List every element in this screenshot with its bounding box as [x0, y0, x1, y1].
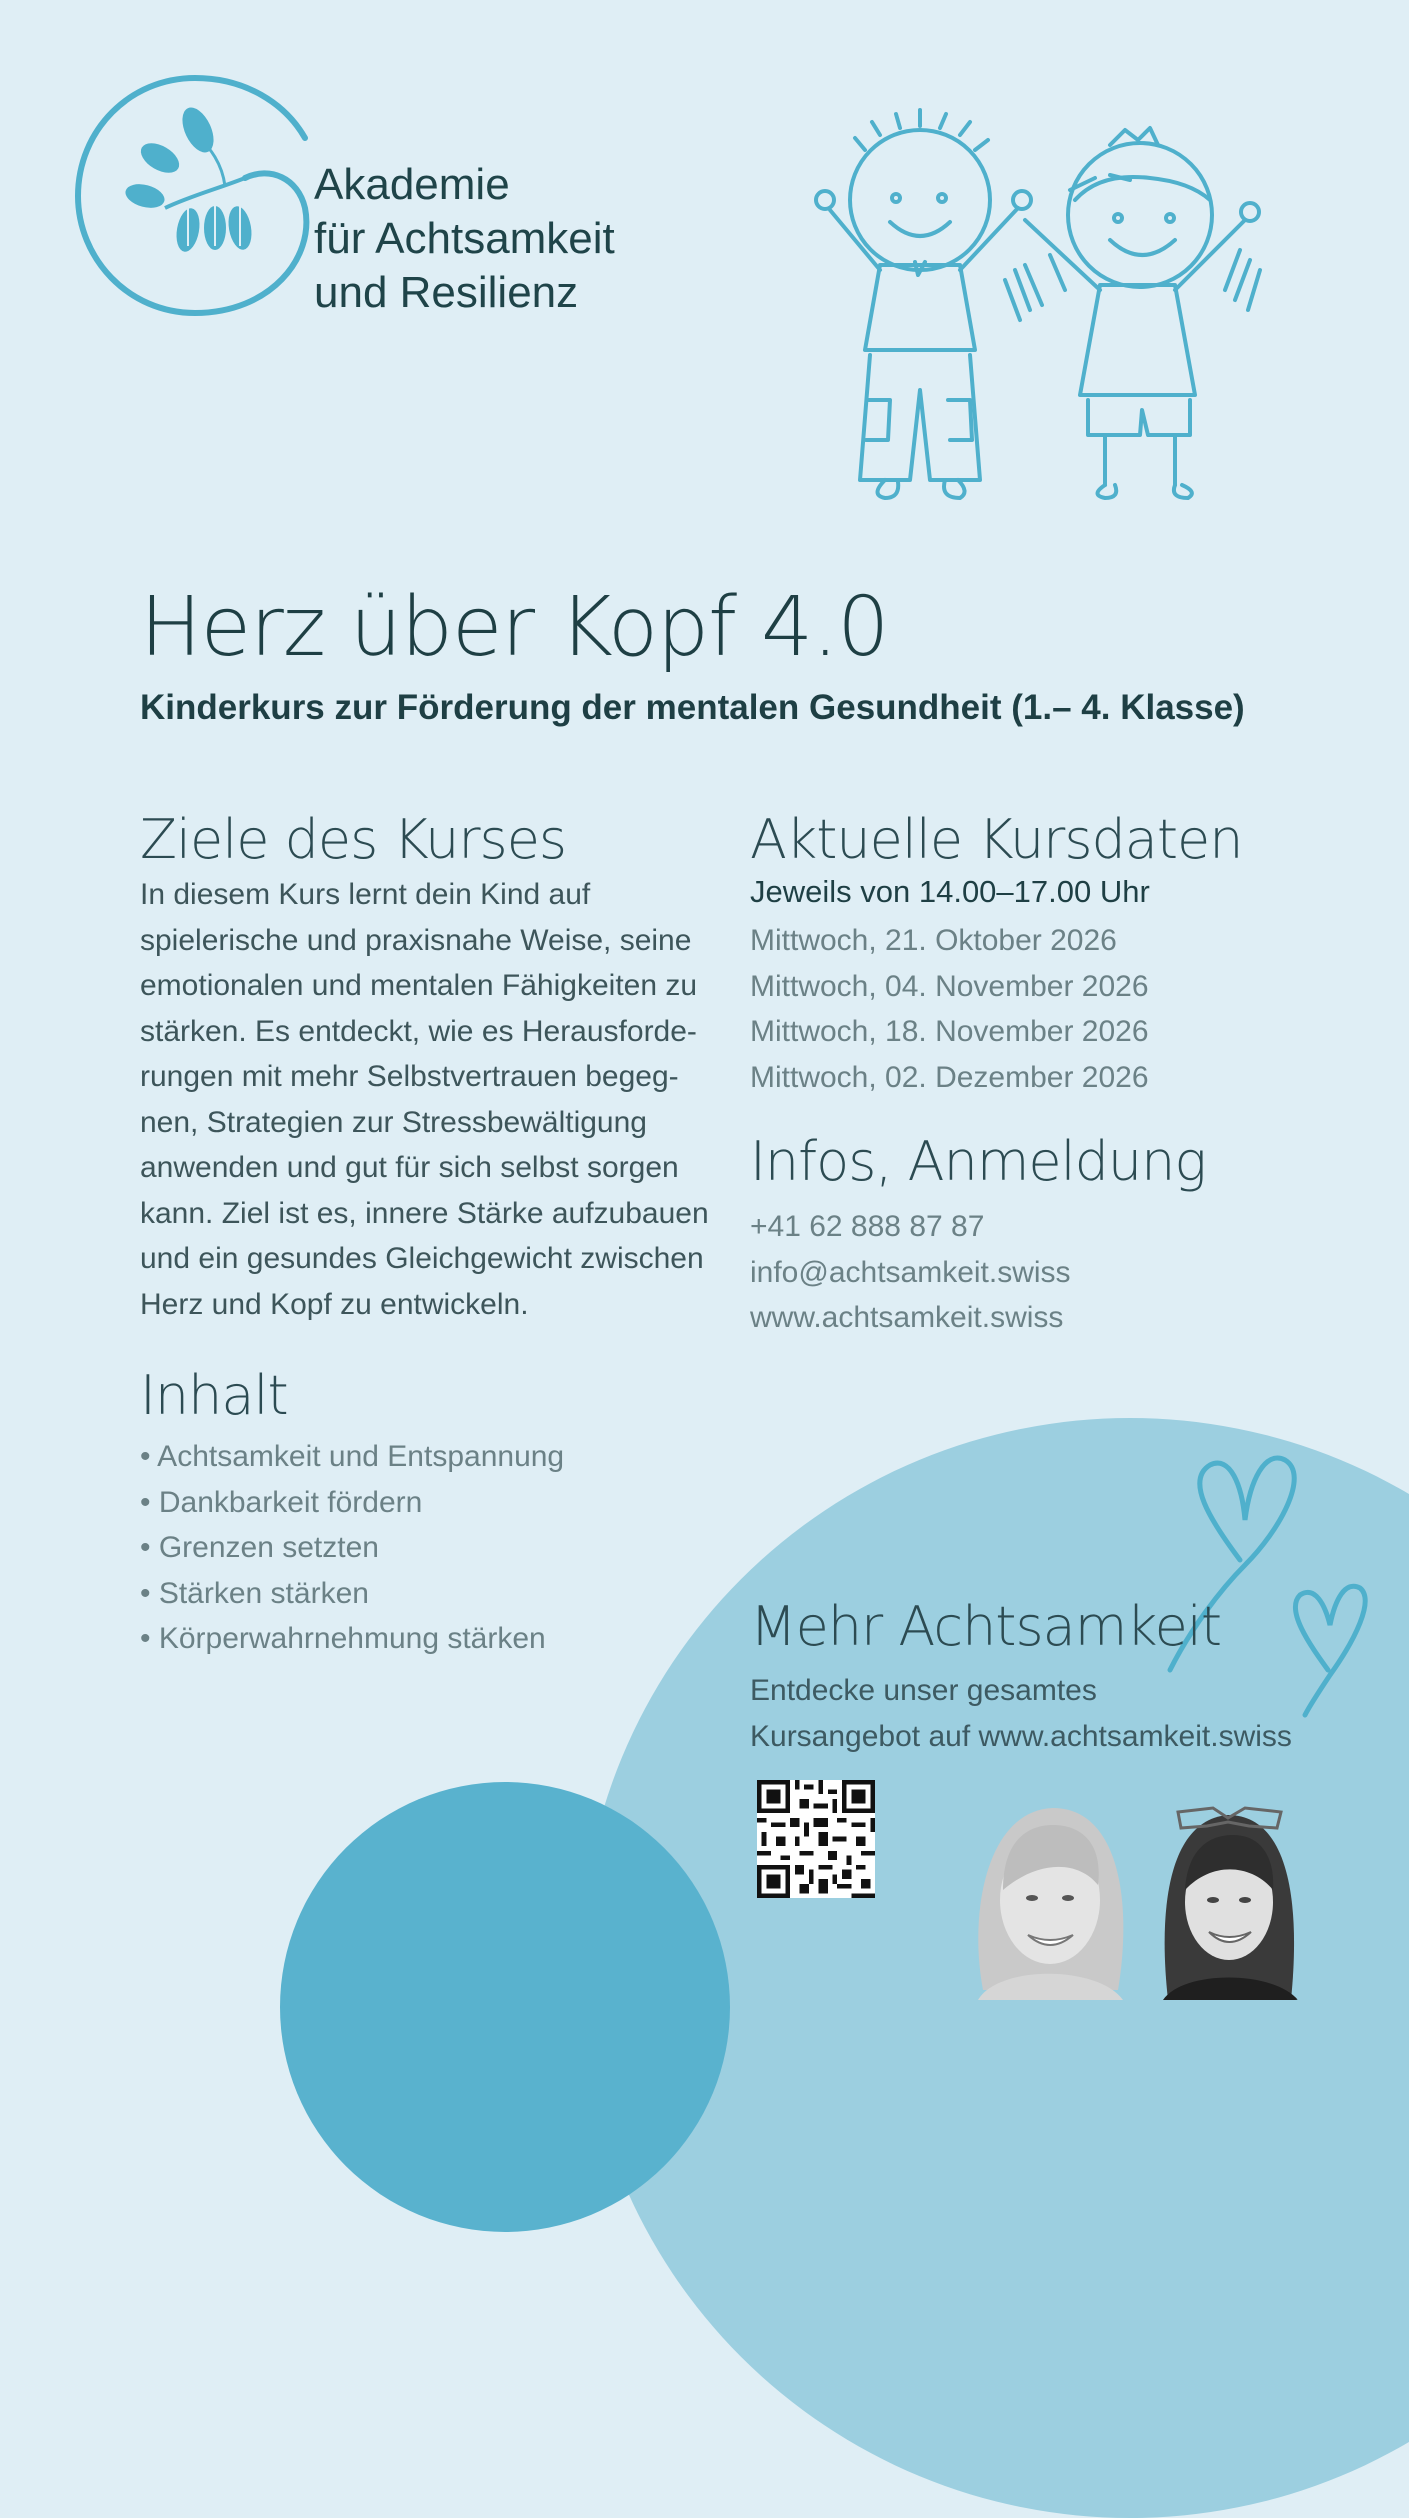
dates-time: Jeweils von 14.00–17.00 Uhr	[750, 874, 1150, 909]
info-email-link[interactable]: info@achtsamkeit.swiss	[750, 1255, 1071, 1289]
qr-code-icon[interactable]	[757, 1780, 875, 1898]
date-item: Mittwoch, 02. Dezember 2026	[750, 1060, 1149, 1094]
goals-paragraph	[140, 872, 715, 1327]
logo-wordmark	[314, 158, 615, 320]
content-item: • Stärken stärken	[140, 1576, 369, 1610]
more-line-1: Entdecke unser gesamtes	[750, 1674, 1097, 1707]
date-item: Mittwoch, 21. Oktober 2026	[750, 924, 1117, 957]
content-item: • Körperwahrnehmung stärken	[140, 1622, 546, 1655]
more-text	[750, 1668, 1292, 1759]
info-phone-link[interactable]: +41 62 888 87 87	[750, 1210, 985, 1243]
logo-line-1: Akademie	[314, 160, 510, 209]
content-item: • Dankbarkeit fördern	[140, 1485, 423, 1519]
goals-line: rungen mit mehr Selbstvertrauen begeg-	[140, 1060, 679, 1093]
content-heading: Inhalt	[140, 1364, 288, 1427]
goals-line: Herz und Kopf zu entwickeln.	[140, 1287, 529, 1321]
info-list	[750, 1204, 1071, 1341]
date-item: Mittwoch, 04. November 2026	[750, 969, 1149, 1003]
goals-line: kann. Ziel ist es, innere Stärke aufzubauen	[140, 1196, 709, 1230]
info-website-link[interactable]: www.achtsamkeit.swiss	[750, 1301, 1064, 1334]
dates-heading: Aktuelle Kursdaten	[750, 808, 1243, 871]
logo-leaf-icon	[70, 68, 330, 328]
goals-line: und ein gesundes Gleichgewicht zwischen	[140, 1242, 704, 1275]
content-list	[140, 1434, 564, 1662]
instructor-photo-1	[958, 1790, 1138, 2000]
goals-line: nen, Strategien zur Stressbewältigung	[140, 1105, 647, 1139]
info-heading: Infos, Anmeldung	[750, 1130, 1206, 1193]
more-line-2[interactable]: Kursangebot auf www.achtsamkeit.swiss	[750, 1719, 1292, 1753]
more-heading: Mehr Achtsamkeit	[750, 1595, 1222, 1658]
instructor-photo-2	[1153, 1790, 1303, 2000]
background-circle-small	[280, 1782, 730, 2232]
goals-line: stärken. Es entdeckt, wie es Herausforde-	[140, 1014, 697, 1048]
dates-list	[750, 918, 1149, 1100]
logo-line-3: und Resilienz	[314, 268, 579, 317]
page-title: Herz über Kopf 4.0	[140, 580, 889, 675]
logo-line-2: für Achtsamkeit	[314, 214, 615, 263]
children-illustration-icon	[770, 100, 1310, 520]
content-item: • Grenzen setzten	[140, 1531, 379, 1564]
goals-line: anwenden und gut für sich selbst sorgen	[140, 1151, 679, 1184]
content-item: • Achtsamkeit und Entspannung	[140, 1440, 565, 1473]
page-subtitle: Kinderkurs zur Förderung der mentalen Gesundheit (1.– 4. Klasse)	[140, 688, 1245, 727]
date-item: Mittwoch, 18. November 2026	[750, 1015, 1149, 1048]
goals-line: spielerische und praxisnahe Weise, seine	[140, 923, 692, 957]
goals-line: In diesem Kurs lernt dein Kind auf	[140, 878, 591, 911]
goals-line: emotionalen und mentalen Fähigkeiten zu	[140, 969, 698, 1002]
goals-heading: Ziele des Kurses	[140, 808, 567, 871]
